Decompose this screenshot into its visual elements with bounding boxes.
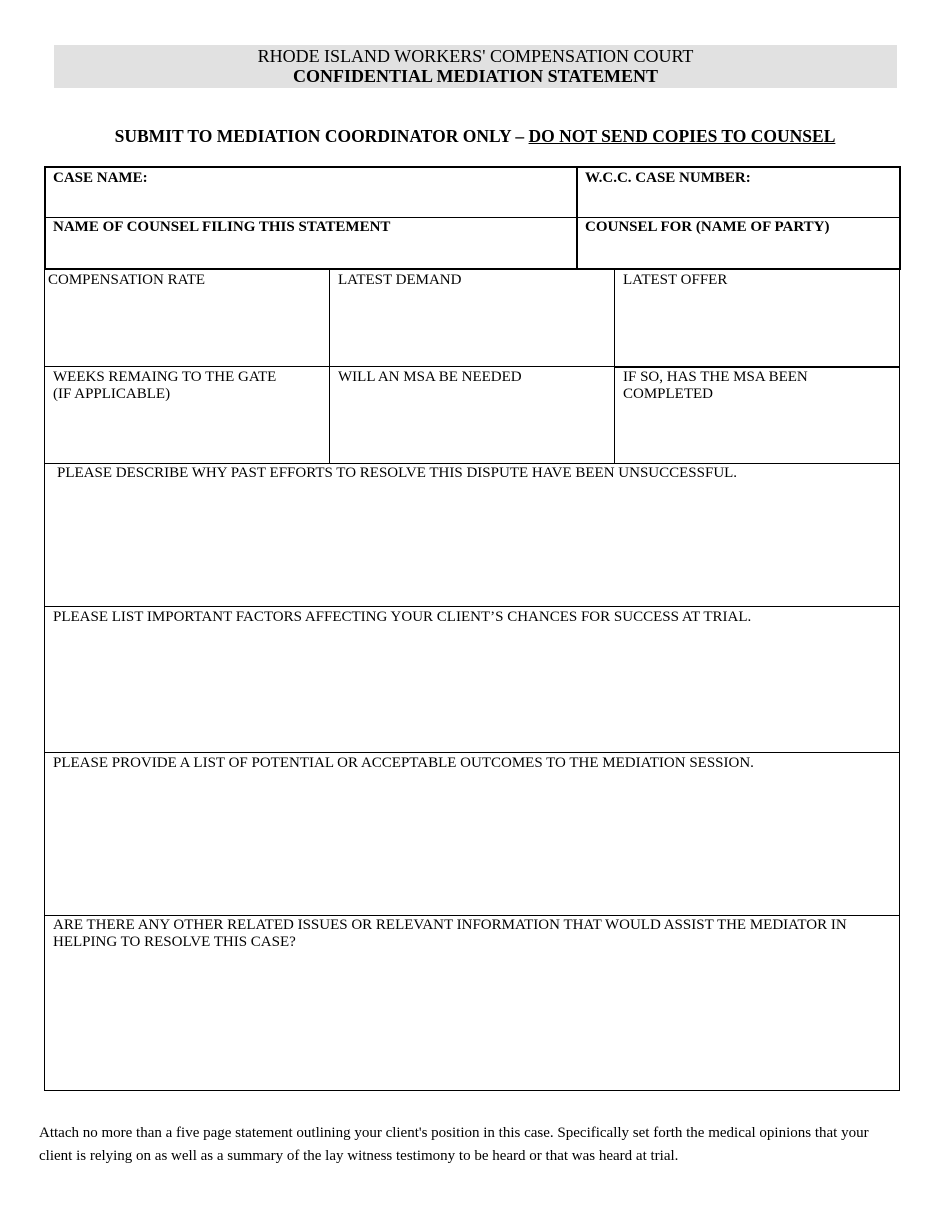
weeks-remaining-field[interactable] <box>53 369 276 403</box>
footer-line1: Attach no more than a five page statement outlining your client's position in this case. Specifically set forth the medical opinions that your <box>39 1125 869 1141</box>
instruction-main: SUBMIT TO MEDIATION COORDINATOR ONLY – <box>114 126 529 146</box>
footer-line2: client is relying on as well as a summary of the lay witness testimony to be heard or that was heard at trial. <box>39 1147 679 1164</box>
other-issues-label <box>53 917 847 951</box>
msa-completed-field[interactable] <box>623 369 808 403</box>
other-issues-line2: HELPING TO RESOLVE THIS CASE? <box>53 934 296 950</box>
divider <box>44 270 45 464</box>
submission-instruction <box>0 126 950 147</box>
counsel-name-field[interactable]: NAME OF COUNSEL FILING THIS STATEMENT <box>53 219 391 235</box>
latest-demand-field[interactable]: LATEST DEMAND <box>338 272 462 288</box>
msa-completed-line1: IF SO, HAS THE MSA BEEN <box>623 369 808 385</box>
instruction-underlined: DO NOT SEND COPIES TO COUNSEL <box>528 126 836 146</box>
divider <box>44 217 901 218</box>
weeks-line2: (IF APPLICABLE) <box>53 386 171 402</box>
msa-needed-field[interactable]: WILL AN MSA BE NEEDED <box>338 369 522 385</box>
footer-note <box>39 1122 909 1167</box>
past-efforts-section[interactable] <box>44 463 900 607</box>
header-band <box>54 45 897 88</box>
divider <box>576 166 578 270</box>
court-name: RHODE ISLAND WORKERS' COMPENSATION COURT <box>257 46 694 66</box>
weeks-line1: WEEKS REMAING TO THE GATE <box>53 369 277 385</box>
factors-section[interactable] <box>44 606 900 753</box>
outcomes-label: PLEASE PROVIDE A LIST OF POTENTIAL OR ACCEPTABLE OUTCOMES TO THE MEDIATION SESSION. <box>53 755 754 771</box>
case-name-field[interactable]: CASE NAME: <box>53 170 148 186</box>
divider <box>329 270 330 464</box>
factors-label: PLEASE LIST IMPORTANT FACTORS AFFECTING YOUR CLIENT’S CHANCES FOR SUCCESS AT TRIAL. <box>53 609 752 625</box>
divider <box>614 366 900 368</box>
counsel-for-field[interactable]: COUNSEL FOR (NAME OF PARTY) <box>585 219 830 235</box>
form-title: CONFIDENTIAL MEDIATION STATEMENT <box>292 66 659 86</box>
past-efforts-label: PLEASE DESCRIBE WHY PAST EFFORTS TO RESOLVE THIS DISPUTE HAVE BEEN UNSUCCESSFUL. <box>57 465 738 481</box>
other-issues-line1: ARE THERE ANY OTHER RELATED ISSUES OR RELEVANT INFORMATION THAT WOULD ASSIST THE MEDIATOR IN <box>53 917 847 933</box>
case-info-table <box>44 166 901 270</box>
compensation-rate-field[interactable]: COMPENSATION RATE <box>48 272 206 288</box>
outcomes-section[interactable] <box>44 752 900 916</box>
latest-offer-field[interactable]: LATEST OFFER <box>623 272 728 288</box>
wcc-case-number-field[interactable]: W.C.C. CASE NUMBER: <box>585 170 751 186</box>
msa-completed-line2: COMPLETED <box>623 386 713 402</box>
